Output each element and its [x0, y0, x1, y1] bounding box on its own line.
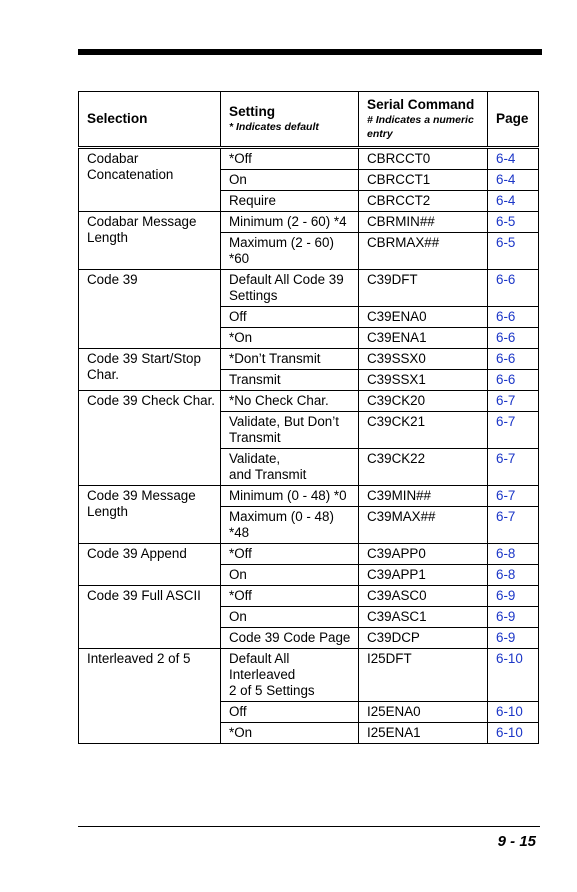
page-link[interactable]: 6-8: [496, 567, 516, 582]
serial-command-cell: C39DCP: [359, 628, 488, 649]
header-page: Page: [488, 92, 539, 148]
header-setting: Setting * Indicates default: [221, 92, 359, 148]
setting-cell: *Don’t Transmit: [221, 349, 359, 370]
setting-cell: Maximum (0 - 48) *48: [221, 507, 359, 544]
top-rule: [78, 49, 542, 55]
page-cell: [488, 586, 539, 607]
table-row: [79, 212, 539, 233]
table-row: [79, 270, 539, 307]
page-cell: [488, 170, 539, 191]
setting-cell: Transmit: [221, 370, 359, 391]
setting-cell: Require: [221, 191, 359, 212]
page-cell: [488, 544, 539, 565]
selection-cell: Code 39 Append: [79, 544, 221, 586]
page-cell: [488, 723, 539, 744]
serial-command-cell: CBRCCT1: [359, 170, 488, 191]
selection-cell: Code 39 Full ASCII: [79, 586, 221, 649]
setting-cell: *No Check Char.: [221, 391, 359, 412]
page-cell: [488, 607, 539, 628]
page-cell: [488, 628, 539, 649]
setting-cell: Off: [221, 307, 359, 328]
setting-cell: Validate, But Don’t Transmit: [221, 412, 359, 449]
page-link[interactable]: 6-7: [496, 393, 516, 408]
page-cell: [488, 307, 539, 328]
header-serial-command: Serial Command # Indicates a numeric entry: [359, 92, 488, 148]
selection-cell: Codabar Concatenation: [79, 148, 221, 212]
serial-command-cell: C39APP1: [359, 565, 488, 586]
page-cell: [488, 270, 539, 307]
serial-command-cell: C39ENA1: [359, 328, 488, 349]
page-link[interactable]: 6-8: [496, 546, 516, 561]
page-cell: [488, 349, 539, 370]
serial-command-cell: C39ASC0: [359, 586, 488, 607]
page-link[interactable]: 6-7: [496, 414, 516, 429]
table-row: [79, 391, 539, 412]
serial-command-cell: C39CK22: [359, 449, 488, 486]
page-link[interactable]: 6-9: [496, 630, 516, 645]
header-serial-note: # Indicates a numeric entry: [367, 114, 474, 140]
page-link[interactable]: 6-5: [496, 214, 516, 229]
header-selection: Selection: [79, 92, 221, 148]
page-link[interactable]: 6-10: [496, 704, 523, 719]
page-cell: [488, 212, 539, 233]
page-link[interactable]: 6-4: [496, 172, 516, 187]
page-cell: [488, 449, 539, 486]
serial-command-cell: I25ENA0: [359, 702, 488, 723]
table-header-row: [79, 92, 539, 148]
page-link[interactable]: 6-7: [496, 488, 516, 503]
serial-command-cell: C39APP0: [359, 544, 488, 565]
setting-cell: Default All Interleaved 2 of 5 Settings: [221, 649, 359, 702]
serial-command-cell: I25ENA1: [359, 723, 488, 744]
setting-cell: On: [221, 565, 359, 586]
serial-command-table: [78, 91, 539, 744]
page-link[interactable]: 6-9: [496, 588, 516, 603]
setting-cell: Minimum (0 - 48) *0: [221, 486, 359, 507]
serial-command-cell: C39CK21: [359, 412, 488, 449]
bottom-rule: [78, 826, 540, 827]
setting-cell: *Off: [221, 148, 359, 170]
selection-cell: Codabar Message Length: [79, 212, 221, 270]
header-setting-note: * Indicates default: [229, 121, 319, 133]
page-link[interactable]: 6-6: [496, 330, 516, 345]
serial-command-cell: C39MAX##: [359, 507, 488, 544]
serial-command-cell: CBRMIN##: [359, 212, 488, 233]
page-cell: [488, 412, 539, 449]
page-cell: [488, 370, 539, 391]
setting-cell: Validate, and Transmit: [221, 449, 359, 486]
page-cell: [488, 486, 539, 507]
setting-cell: Code 39 Code Page: [221, 628, 359, 649]
page-cell: [488, 148, 539, 170]
page-link[interactable]: 6-10: [496, 725, 523, 740]
setting-cell: Default All Code 39 Settings: [221, 270, 359, 307]
page-number: 9 - 15: [497, 833, 536, 850]
serial-command-cell: C39ASC1: [359, 607, 488, 628]
serial-command-cell: CBRCCT0: [359, 148, 488, 170]
page-link[interactable]: 6-6: [496, 272, 516, 287]
selection-cell: Code 39 Start/Stop Char.: [79, 349, 221, 391]
table-row: [79, 148, 539, 170]
selection-cell: Code 39 Check Char.: [79, 391, 221, 486]
setting-cell: *On: [221, 723, 359, 744]
page-link[interactable]: 6-4: [496, 193, 516, 208]
page-link[interactable]: 6-9: [496, 609, 516, 624]
serial-command-cell: C39DFT: [359, 270, 488, 307]
table-row: [79, 544, 539, 565]
serial-command-cell: C39SSX0: [359, 349, 488, 370]
page-cell: [488, 233, 539, 270]
setting-cell: On: [221, 607, 359, 628]
page-cell: [488, 191, 539, 212]
serial-command-cell: C39ENA0: [359, 307, 488, 328]
serial-command-cell: C39MIN##: [359, 486, 488, 507]
page-link[interactable]: 6-10: [496, 651, 523, 666]
table-row: [79, 649, 539, 702]
page-link[interactable]: 6-6: [496, 372, 516, 387]
table-row: [79, 586, 539, 607]
page-cell: [488, 507, 539, 544]
setting-cell: *Off: [221, 586, 359, 607]
serial-command-cell: C39CK20: [359, 391, 488, 412]
serial-command-cell: CBRMAX##: [359, 233, 488, 270]
page-link[interactable]: 6-4: [496, 151, 516, 166]
setting-cell: Off: [221, 702, 359, 723]
serial-command-cell: C39SSX1: [359, 370, 488, 391]
page-link[interactable]: 6-6: [496, 351, 516, 366]
setting-cell: Maximum (2 - 60) *60: [221, 233, 359, 270]
page-cell: [488, 702, 539, 723]
table-row: [79, 349, 539, 370]
page-cell: [488, 328, 539, 349]
setting-cell: Minimum (2 - 60) *4: [221, 212, 359, 233]
page-cell: [488, 565, 539, 586]
page-cell: [488, 391, 539, 412]
selection-cell: Interleaved 2 of 5: [79, 649, 221, 744]
page-link[interactable]: 6-6: [496, 309, 516, 324]
setting-cell: *Off: [221, 544, 359, 565]
page-link[interactable]: 6-7: [496, 451, 516, 466]
page-link[interactable]: 6-7: [496, 509, 516, 524]
page-link[interactable]: 6-5: [496, 235, 516, 250]
serial-command-cell: I25DFT: [359, 649, 488, 702]
setting-cell: On: [221, 170, 359, 191]
table-row: [79, 486, 539, 507]
serial-command-cell: CBRCCT2: [359, 191, 488, 212]
page-cell: [488, 649, 539, 702]
setting-cell: *On: [221, 328, 359, 349]
selection-cell: Code 39: [79, 270, 221, 349]
selection-cell: Code 39 Message Length: [79, 486, 221, 544]
